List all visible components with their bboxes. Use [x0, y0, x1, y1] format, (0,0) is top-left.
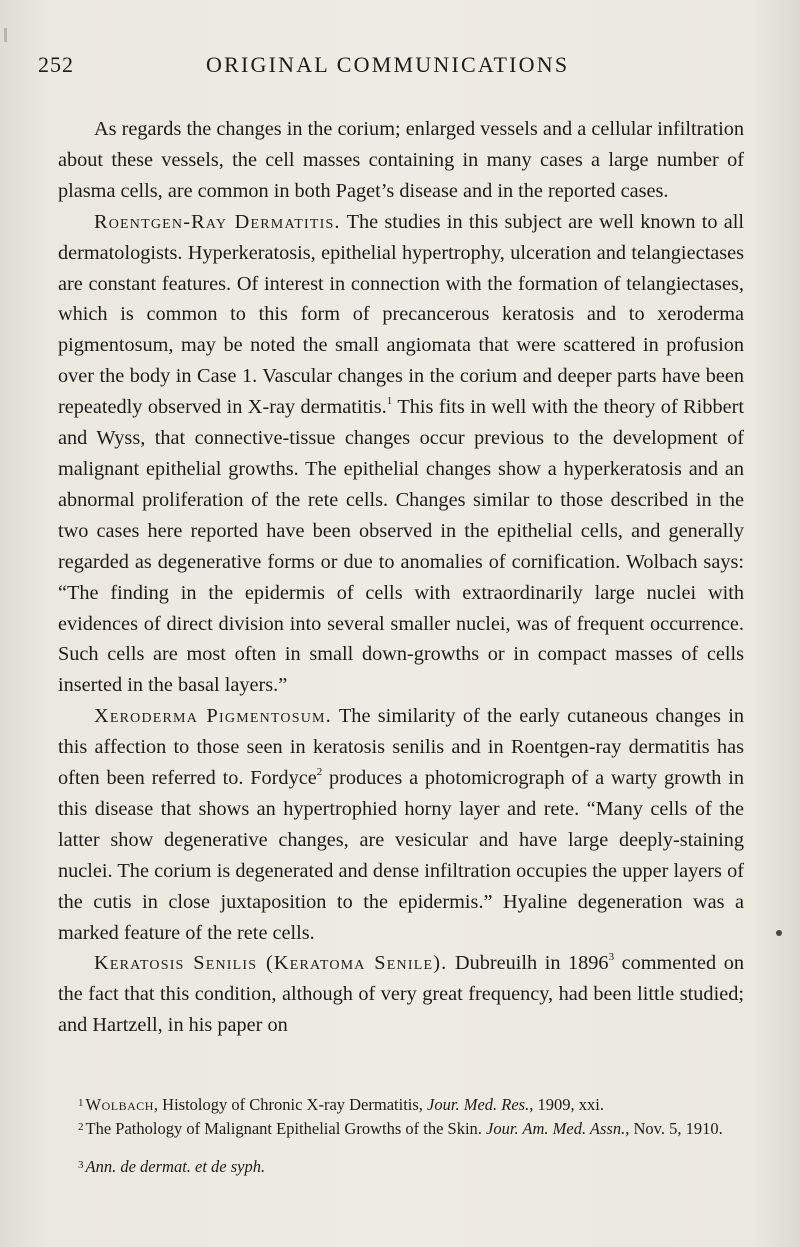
- footnote-3: [78, 1154, 766, 1178]
- body-text: [58, 114, 744, 1041]
- paragraph-xeroderma-pigmentosum: [58, 701, 744, 948]
- paragraph-keratosis-senilis: [58, 948, 744, 1041]
- footnote-journal: Ann. de dermat. et de syph.: [85, 1157, 266, 1176]
- section-heading-roentgen-ray-dermatitis: Roentgen-Ray Dermatitis.: [94, 210, 341, 233]
- page-header: [38, 52, 760, 86]
- footnote-2: [78, 1116, 766, 1140]
- footnotes: [78, 1092, 766, 1178]
- page-edge-mark: [4, 28, 7, 42]
- section-heading-xeroderma-pigmentosum: Xeroderma Pigmentosum.: [94, 705, 332, 728]
- paragraph-text: produces a photomicrograph of a warty growth in this disease that shows an hypertrophied horny layer and rete. “Many cells of the latter show degenerative changes, are vesicular and have large deeply-staining nuclei. The corium is degenerated and dense infiltration occupies the upper layers of the cutis in close juxtaposition to the epidermis.” Hyaline degeneration was a marked feature of the rete cells.: [58, 767, 744, 944]
- footnote-text: The Pathology of Malignant Epithelial Growths of the Skin.: [85, 1119, 487, 1138]
- paper-speck: [776, 930, 782, 936]
- paragraph-text: This fits in well with the theory of Ribbert and Wyss, that connective-tissue changes occur previous to the development of malignant epithelial growths. The epithelial changes show a hyperkeratosis and an abnormal proliferation of the rete cells. Changes similar to those described in the two cases here reported have been observed in the epithelial cells, and generally regarded as degenerative forms or due to anomalies of cornification. Wolbach says: “The finding in the epidermis of cells with extraordinarily large nuclei with evidences of direct division into several smaller nuclei, was of frequent occurrence. Such cells are most often in small down-growths or in compact masses of cells inserted in the basal layers.”: [58, 396, 744, 697]
- section-heading-keratosis-senilis: Keratosis Senilis (Keratoma Senile).: [94, 952, 448, 975]
- page-number: 252: [38, 52, 74, 77]
- footnote-number: 2: [78, 1121, 84, 1133]
- footnote-ref-2: 2: [316, 766, 323, 779]
- paragraph-text: The similarity of the early cutaneous changes in this affection to those seen in keratosis senilis and in Roentgen-ray dermatitis has often been referred to. Fordyce: [58, 705, 744, 790]
- footnote-ref-1: 1: [386, 395, 393, 408]
- running-head: ORIGINAL COMMUNICATIONS: [206, 52, 570, 77]
- footnote-text: , 1909, xxi.: [529, 1095, 604, 1114]
- footnote-text: , Histology of Chronic X-ray Dermatitis,: [153, 1095, 428, 1114]
- footnote-number: 1: [78, 1097, 84, 1109]
- footnote-journal: Jour. Am. Med. Assn.: [486, 1119, 626, 1138]
- footnote-text: , Nov. 5, 1910.: [625, 1119, 723, 1138]
- paragraph-corium: [58, 114, 744, 207]
- paragraph-text: The studies in this subject are well known to all dermatologists. Hyperkeratosis, epithelial hypertrophy, ulceration and telangiectases are constant features. Of interest in connection with the formation of telangiectases, which is common to this form of precancerous keratosis and to xeroderma pigmentosum, may be noted the small angiomata that were scattered in profusion over the body in Case 1. Vascular changes in the corium and deeper parts have been repeatedly observed in X-ray dermatitis.: [58, 210, 744, 419]
- paragraph-text: commented on the fact that this condition, although of very great frequency, had been little studied; and Hartzell, in his paper on: [58, 952, 744, 1037]
- footnote-author: Wolbach: [85, 1095, 154, 1114]
- footnote-journal: Jour. Med. Res.: [427, 1095, 530, 1114]
- paragraph-roentgen-ray-dermatitis: [58, 207, 744, 702]
- footnote-ref-3: 3: [608, 951, 615, 964]
- footnote-1: [78, 1092, 766, 1116]
- footnote-number: 3: [78, 1159, 84, 1171]
- paragraph-text: As regards the changes in the corium; enlarged vessels and a cellular infiltration about these vessels, the cell masses containing in many cases a large number of plasma cells, are common in both Paget’s disease and in the reported cases.: [58, 118, 744, 202]
- paragraph-text: Dubreuilh in 1896: [447, 952, 609, 975]
